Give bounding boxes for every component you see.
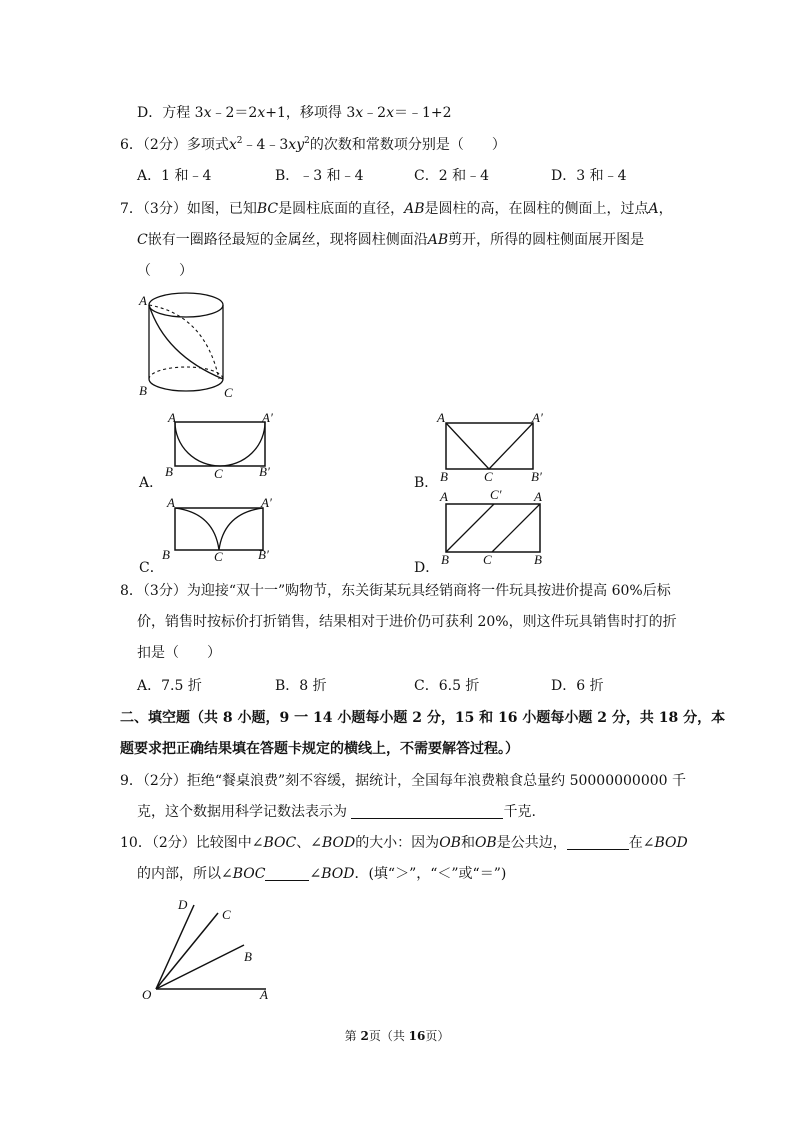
cylinder-figure: [135, 285, 235, 403]
q10-text: ∠: [309, 866, 322, 882]
angle-figure: [140, 895, 280, 1005]
q9-text: 千克.: [503, 804, 536, 820]
label-b-prime: B′: [531, 469, 542, 484]
q8-option-d: D．6 折: [551, 678, 604, 694]
q5-option-d: [137, 104, 452, 122]
q7-option-a-label: A．: [139, 475, 164, 491]
section-heading-cont: 题要求把正确结果填在答题卡规定的横线上，不需要解答过程。）: [120, 741, 519, 757]
label-b-prime: B′: [259, 464, 270, 479]
var-bod: BOD: [654, 835, 688, 851]
var-boc: BOC: [232, 866, 266, 882]
q8-stem-line3: 扣是（ ）: [137, 645, 221, 661]
var-x: x: [257, 105, 266, 121]
q7-option-d-label: D．: [414, 560, 440, 576]
q6-text: 的次数和常数项分别是（ ）: [309, 137, 506, 153]
label-c: C: [214, 549, 223, 564]
q5-d-text: ＝﹣1+2: [393, 105, 452, 121]
var-c: C: [137, 232, 148, 248]
var-x: x: [228, 137, 237, 153]
q7-text: 是圆柱底面的直径，: [278, 201, 405, 217]
q5-d-text: ﹣2: [363, 105, 387, 121]
q10-stem-line1: [120, 834, 688, 852]
label-c: C: [224, 385, 233, 400]
label-a: A: [437, 410, 445, 425]
q6-text: 6．（2分）多项式: [120, 137, 229, 153]
page-total: 16: [408, 1029, 426, 1043]
q10-stem-line2: [137, 865, 506, 883]
q7-text: 剪开，所得的圆柱侧面展开图是: [448, 232, 645, 248]
q10-text: 、∠: [296, 835, 322, 851]
q9-stem-line2: [137, 803, 536, 821]
q8-option-b: B．8 折: [275, 678, 327, 694]
page-footer: [0, 1027, 794, 1044]
q10-text: 10．（2分）比较图中∠: [120, 835, 264, 851]
label-a: A: [139, 293, 147, 308]
label-a-prime: A′: [532, 410, 543, 425]
var-bod: BOD: [321, 866, 355, 882]
q9-text: 克，这个数据用科学记数法表示为: [137, 804, 347, 820]
var-ab: AB: [427, 232, 449, 248]
section-heading: 二、填空题（共 8 小题，9 一 14 小题每小题 2 分，15 和 16 小题每小题 2 分，共 18 分，本: [120, 710, 726, 726]
label-c: C: [214, 466, 223, 481]
var-xy: xy: [288, 137, 305, 153]
q7-option-b-figure: [436, 408, 551, 484]
footer-text: 页（共: [368, 1029, 409, 1043]
answer-blank[interactable]: [567, 835, 629, 850]
exponent: 2: [236, 136, 243, 146]
var-ob: OB: [439, 835, 461, 851]
label-c: C: [483, 552, 492, 567]
q5-d-text: D．方程 3: [137, 105, 204, 121]
label-a: A: [440, 489, 448, 504]
var-x: x: [355, 105, 364, 121]
label-b: B: [162, 547, 170, 562]
label-o: O: [142, 987, 152, 1002]
label-b: B: [440, 469, 448, 484]
var-bod: BOD: [321, 835, 356, 851]
q7-stem-line2: [137, 231, 644, 249]
footer-text: 第: [344, 1029, 361, 1043]
q7-option-c-label: C．: [139, 560, 164, 576]
var-x: x: [386, 105, 394, 121]
q10-text: 是公共边，: [496, 835, 567, 851]
q7-text: 是圆柱的高，在圆柱的侧面上，过点: [424, 201, 649, 217]
q6-option-b: B．﹣3 和﹣4: [275, 168, 364, 184]
var-ob: OB: [474, 835, 497, 851]
q10-text: 和: [460, 835, 475, 851]
q7-text: ，: [658, 201, 673, 217]
label-c-prime: C′: [490, 487, 502, 502]
var-a: A: [648, 201, 659, 217]
q10-text: 的大小：因为: [355, 835, 440, 851]
label-c: C: [484, 469, 493, 484]
page-number: 2: [360, 1029, 369, 1043]
label-c: C: [222, 907, 231, 922]
label-b-prime: B′: [258, 547, 269, 562]
q7-option-d-figure: [436, 485, 551, 570]
q10-text: 在∠: [628, 835, 655, 851]
var-ab: AB: [404, 201, 425, 217]
q8-option-c: C．6.5 折: [414, 678, 480, 694]
q6-text: ﹣4﹣3: [242, 137, 289, 153]
label-a-prime: A′: [261, 495, 272, 510]
label-b: B: [534, 552, 542, 567]
q8-stem-line1: 8．（3分）为迎接“双十一”购物节，东关街某玩具经销商将一件玩具按进价提高 60%后标: [120, 583, 671, 599]
q9-stem-line1: 9．（2分）拒绝“餐桌浪费”刻不容缓，据统计，全国每年浪费粮食总量约 50000000000 千: [120, 773, 687, 789]
q7-text: 7．（3分）如图，已知: [120, 201, 257, 217]
q7-option-c-figure: [160, 495, 280, 565]
q6-option-a: A．1 和﹣4: [137, 168, 212, 184]
q5-d-text: ﹣2＝2: [211, 105, 258, 121]
var-bc: BC: [256, 201, 279, 217]
label-a: A: [168, 410, 176, 425]
label-b: B: [139, 383, 147, 398]
q8-stem-line2: 价，销售时按标价打折销售，结果相对于进价仍可获利 20%，则这件玩具销售时打的折: [137, 614, 677, 630]
q7-text: 嵌有一圈路径最短的金属丝，现将圆柱侧面沿: [147, 232, 428, 248]
var-boc: BOC: [263, 835, 297, 851]
q8-option-a: A．7.5 折: [137, 678, 202, 694]
answer-blank[interactable]: [351, 804, 503, 819]
q6-option-c: C．2 和﹣4: [414, 168, 489, 184]
q7-answer-paren: （ ）: [137, 263, 193, 279]
q6-option-d: D．3 和﹣4: [551, 168, 627, 184]
q6-stem: [120, 136, 506, 154]
q7-stem-line1: [120, 200, 673, 218]
q5-d-text: +1，移项得 3: [265, 105, 356, 121]
label-a: A: [260, 987, 268, 1002]
answer-blank[interactable]: [265, 866, 309, 881]
q7-option-b-label: B．: [414, 475, 439, 491]
q10-text: 的内部，所以∠: [137, 866, 233, 882]
label-a-prime: A′: [262, 410, 273, 425]
label-d: D: [178, 897, 188, 912]
label-a: A: [534, 489, 542, 504]
label-b: B: [244, 949, 252, 964]
var-x: x: [203, 105, 212, 121]
footer-text: 页）: [425, 1029, 450, 1043]
q7-option-a-figure: [160, 410, 280, 480]
q10-text: ．(填“＞”，“＜”或“＝”): [354, 866, 507, 882]
label-a: A: [167, 495, 175, 510]
label-b: B: [165, 464, 173, 479]
label-b: B: [441, 552, 449, 567]
exponent: 2: [304, 136, 310, 146]
